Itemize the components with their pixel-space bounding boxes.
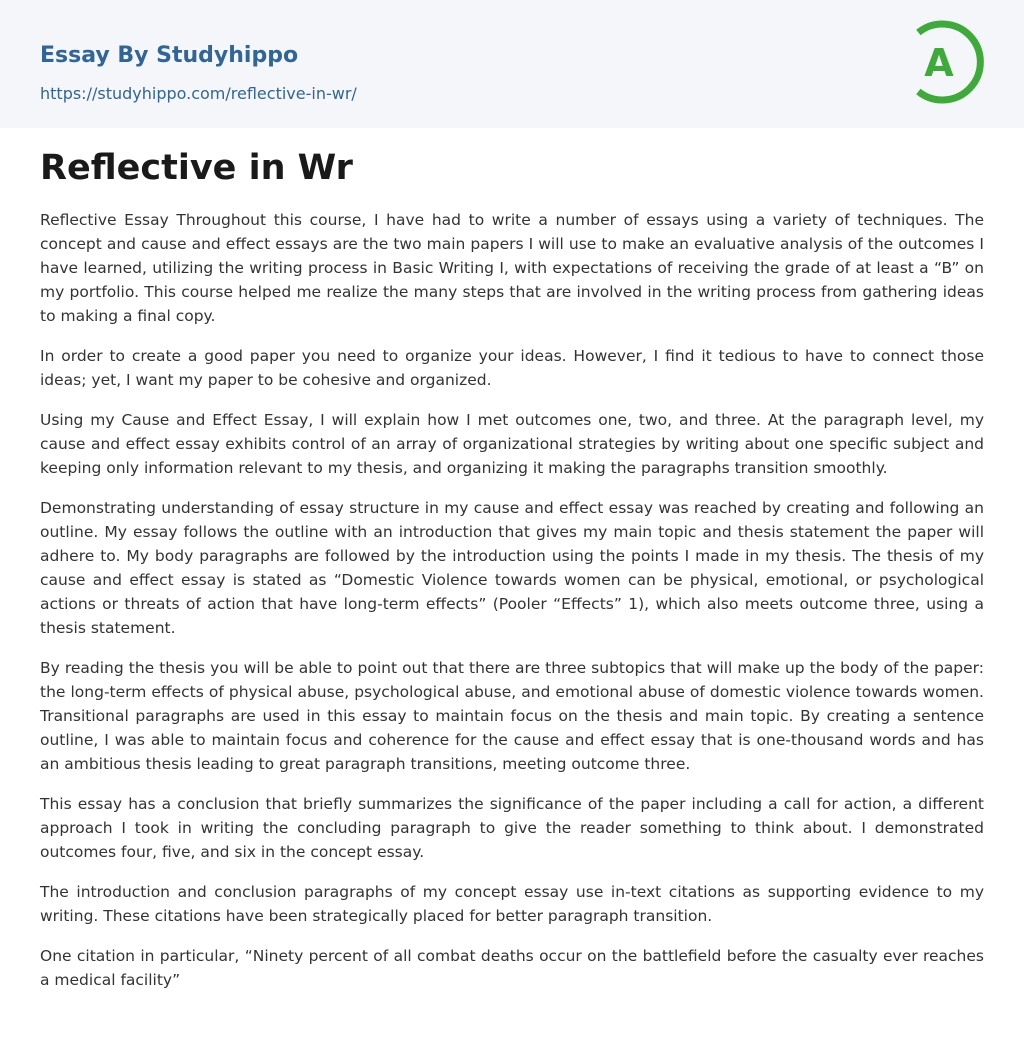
article-paragraph: The introduction and conclusion paragraphs of my concept essay use in-text citations as supporting evidence to my writing. These citations have been strategically placed for better paragraph transition. <box>40 883 984 925</box>
article-paragraph: Demonstrating understanding of essay structure in my cause and effect essay was reached by creating and following an outline. My essay follows the outline with an introduction that gives my main topic and thesis statement the paper will adhere to. My body paragraphs are followed by the introduction using the points I made in my thesis. The thesis of my cause and effect essay is stated as “Domestic Violence towards women can be physical, emotional, or psychological actions or threats of action that have long-term effects” (Pooler “Effects” 1), which also meets outcome three, using a thesis statement. <box>40 499 984 637</box>
article-paragraph: By reading the thesis you will be able to point out that there are three subtopics that will make up the body of the paper: the long-term effects of physical abuse, psychological abuse, and emotional abuse of domestic violence towards women. Transitional paragraphs are used in this essay to maintain focus on the thesis and main topic. By creating a sentence outline, I was able to maintain focus and coherence for the cause and effect essay that is one-thousand words and has an ambitious thesis leading to great paragraph transitions, meeting outcome three. <box>40 659 984 773</box>
page-title: Reflective in Wr <box>40 148 353 188</box>
logo-letter: A <box>924 41 954 85</box>
article-paragraph: In order to create a good paper you need to organize your ideas. However, I find it tedious to have to connect those ideas; yet, I want my paper to be cohesive and organized. <box>40 347 984 389</box>
site-title[interactable]: Essay By Studyhippo <box>40 43 299 68</box>
essay-url-link[interactable]: https://studyhippo.com/reflective-in-wr/ <box>40 84 357 103</box>
article-paragraph: One citation in particular, “Ninety percent of all combat deaths occur on the battlefield before the casualty ever reaches a medical facility” <box>40 947 984 989</box>
article-paragraph: Reflective Essay Throughout this course, I have had to write a number of essays using a variety of techniques. The concept and cause and effect essays are the two main papers I will use to make an evaluative analysis of the outcomes I have learned, utilizing the writing process in Basic Writing I, with expectations of receiving the grade of at least a “B” on my portfolio. This course helped me realize the many steps that are involved in the writing process from gathering ideas to making a final copy. <box>40 211 984 325</box>
site-header <box>0 0 1024 128</box>
article-paragraph: This essay has a conclusion that briefly summarizes the significance of the paper including a call for action, a different approach I took in writing the concluding paragraph to give the reader something to think about. I demonstrated outcomes four, five, and six in the concept essay. <box>40 795 984 861</box>
studyhippo-logo-icon[interactable] <box>912 18 986 106</box>
article-paragraph: Using my Cause and Effect Essay, I will explain how I met outcomes one, two, and three. At the paragraph level, my cause and effect essay exhibits control of an array of organizational strategies by writing about one specific subject and keeping only information relevant to my thesis, and organizing it making the paragraphs transition smoothly. <box>40 411 984 477</box>
article <box>40 144 984 1008</box>
